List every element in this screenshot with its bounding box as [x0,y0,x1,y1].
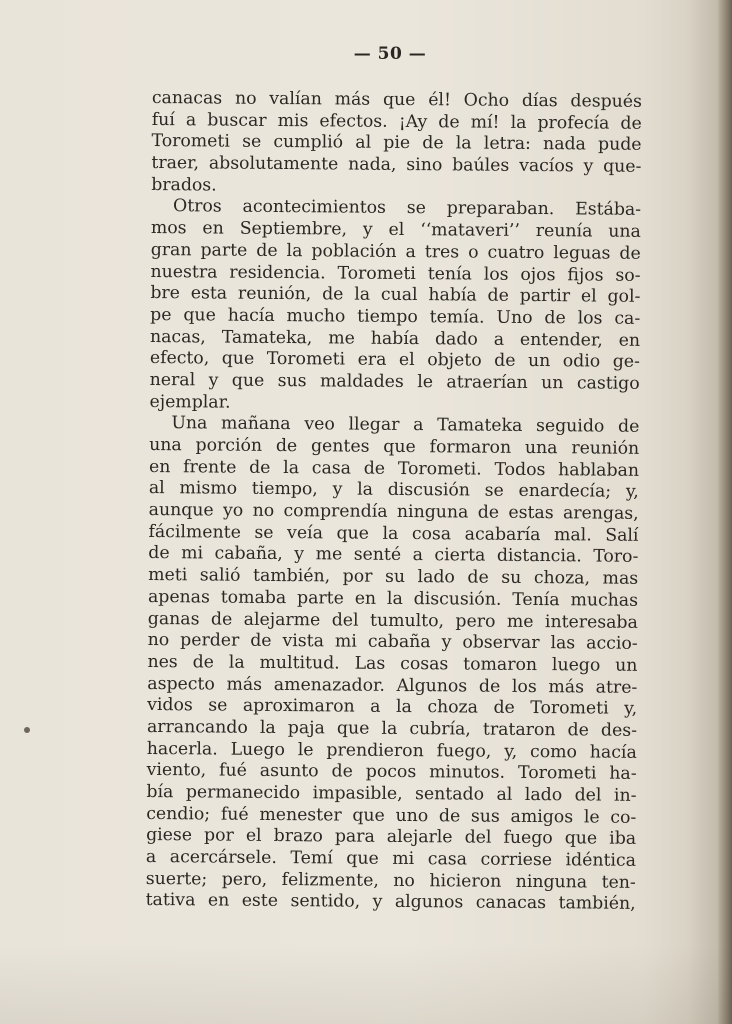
text-line: ganas de alejarme del tumulto, pero me interesaba [147,608,638,633]
text-line: suerte; pero, felizmente, no hicieron ninguna ten- [145,868,636,893]
text-line: fuí a buscar mis efectos. ¡Ay de mí! la profecía de [151,109,642,134]
text-line: nes de la multitud. Las cosas tomaron luego un [147,651,638,676]
text-line: bre esta reunión, de la cual había de partir el gol- [150,283,641,308]
text-line: Torometi se cumplió al pie de la letra: nada pude [151,131,642,156]
body-text [146,88,642,916]
text-line: fácilmente se veía que la cosa acabaría mal. Salí [148,521,639,546]
page-gutter-shadow [688,0,718,1024]
text-line: efecto, que Torometi era el objeto de un odio ge- [149,348,640,373]
text-line: tativa en este sentido, y algunos canacas también, [145,890,636,915]
text-line: bía permanecido impasible, sentado al lado del in- [146,781,637,806]
text-line: a acercársele. Temí que mi casa corriese idéntica [145,847,637,871]
text-line: Una mañana veo llegar a Tamateka seguido de [171,413,640,438]
text-line: hacerla. Luego le prendieron fuego, y, como hacía [146,738,637,763]
text-line: aunque yo no comprendía ninguna de estas arengas, [148,500,639,524]
text-line: pe que hacía mucho tiempo temía. Uno de los ca- [150,304,641,329]
text-line: ejemplar. [149,391,231,413]
text-line: traer, absolutamente nada, sino baúles vacíos y que- [151,153,642,177]
text-line: en frente de la casa de Torometi. Todos hablaban [148,456,640,481]
text-line: viento, fué asunto de pocos minutos. Torometi ha- [146,760,637,785]
text-line: al mismo tiempo, y la discusión se enardecía; y, [148,478,639,503]
text-line: no perder de vista mi cabaña y observar las accio- [147,630,638,655]
text-line: apenas tomaba parte en la discusión. Tenía muchas [147,586,639,611]
ink-speck [24,727,30,733]
text-line: nuestra residencia. Torometi tenía los ojos fijos so- [150,261,641,286]
text-line: neral y que sus maldades le atraerían un castigo [149,369,640,394]
text-line: una porción de gentes que formaron una reunión [149,434,640,459]
text-line: brados. [151,174,217,196]
page-edge [718,0,732,1024]
text-line: cendio; fué menester que uno de sus amigos le co- [146,803,637,828]
text-line: Otros acontecimientos se preparaban. Estába- [172,196,642,221]
page-bottom-shadow [0,944,732,1024]
text-line: canacas no valían más que él! Ocho días después [151,88,642,112]
text-line: arrancando la paja que la cubría, trataron de des- [146,716,638,741]
page-number: — 50 — [353,44,427,64]
text-line: vidos se aproximaron a la choza de Torometi y, [147,695,638,720]
text-line: de mi cabaña, y me senté a cierta distancia. Toro- [148,543,639,568]
text-line: aspecto más amenazador. Algunos de los más atre- [147,673,638,698]
text-line: mos en Septiembre, y el ‘‘mataveri’’ reunía una [150,218,641,242]
text-line: giese por el brazo para alejarle del fuego que iba [146,825,637,850]
text-line: nacas, Tamateka, me había dado a entender, en [149,326,641,351]
text-line: meti salió también, por su lado de su choza, mas [148,565,639,589]
text-line: gran parte de la población a tres o cuatro leguas de [150,239,641,264]
